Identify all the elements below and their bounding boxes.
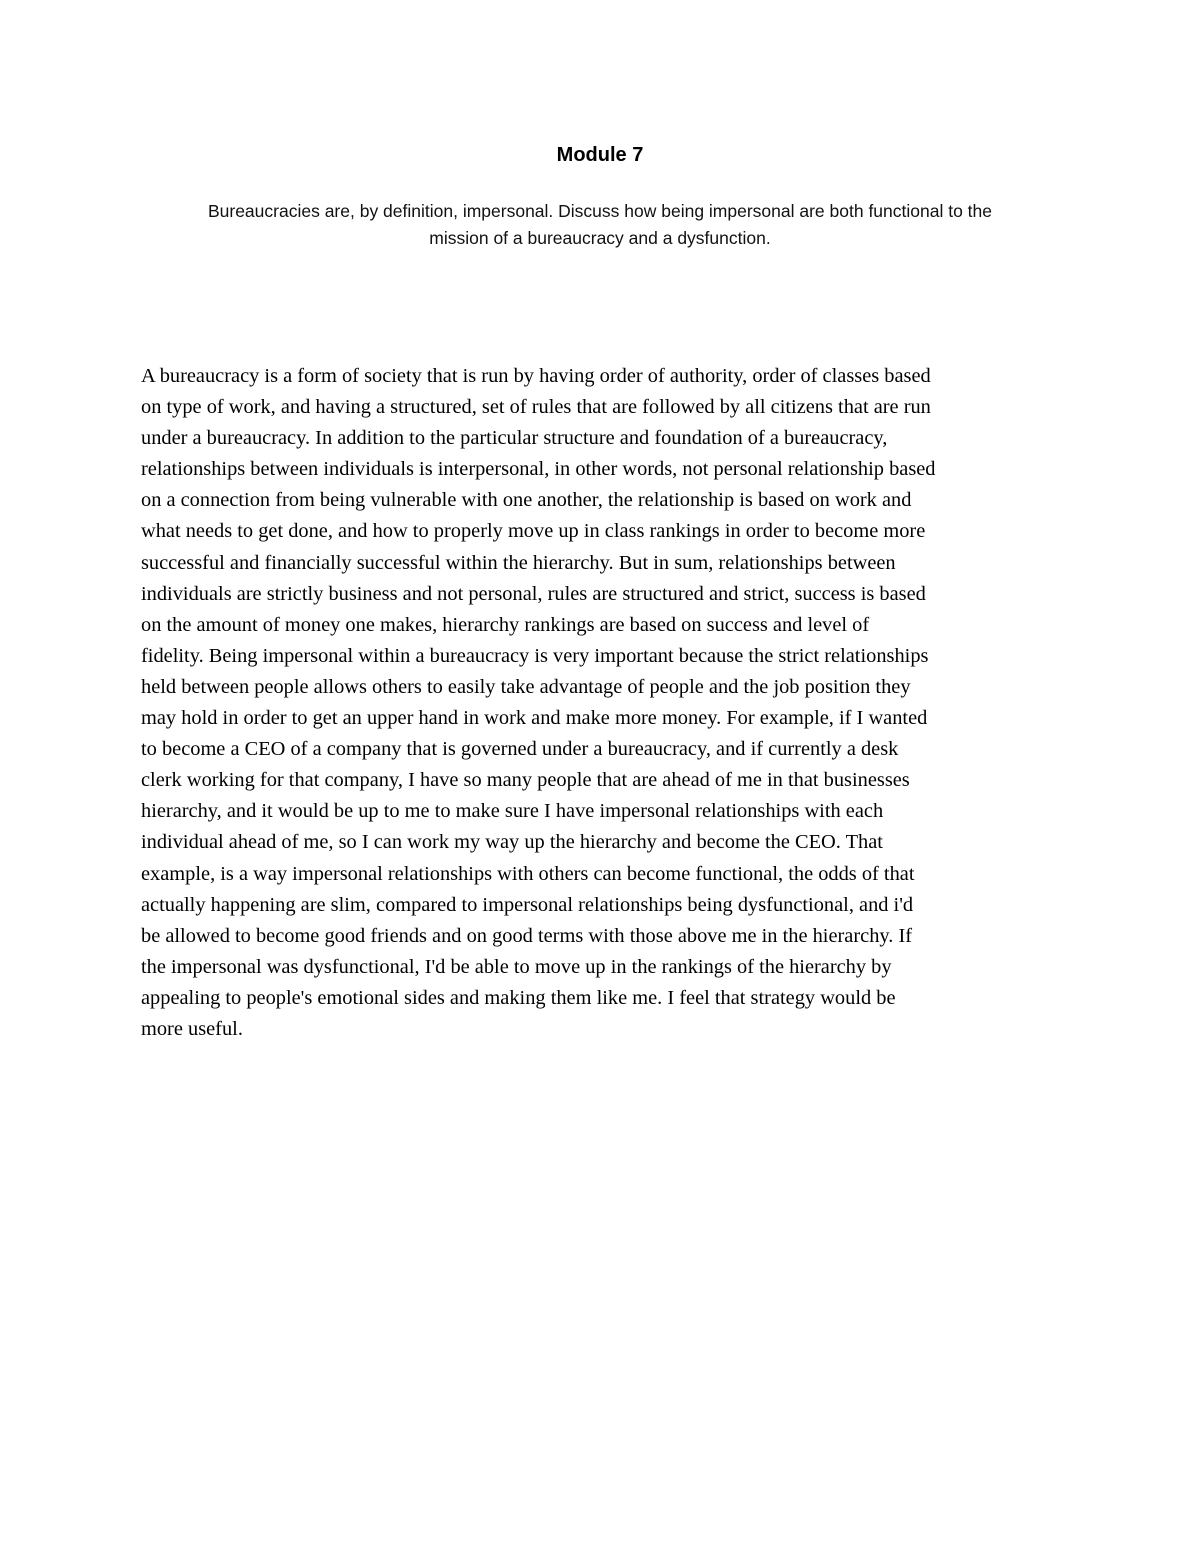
- prompt-line: Bureaucracies are, by definition, impersonal. Discuss how being impersonal are both functional to the: [207, 201, 993, 221]
- assignment-prompt: [150, 198, 1050, 252]
- essay-line: what needs to get done, and how to properly move up in class rankings in order to become more: [141, 520, 926, 543]
- essay-line: example, is a way impersonal relationships with others can become functional, the odds of that: [141, 862, 915, 885]
- essay-line: hierarchy, and it would be up to me to make sure I have impersonal relationships with each: [141, 800, 884, 823]
- essay-line: actually happening are slim, compared to impersonal relationships being dysfunctional, and i'd: [141, 893, 914, 916]
- essay-line: on a connection from being vulnerable with one another, the relationship is based on work and: [141, 489, 912, 512]
- document-title: Module 7: [556, 144, 644, 166]
- essay-line: held between people allows others to easily take advantage of people and the job position they: [141, 675, 911, 698]
- essay-line: on the amount of money one makes, hierarchy rankings are based on success and level of: [141, 613, 870, 636]
- essay-line: under a bureaucracy. In addition to the particular structure and foundation of a bureaucracy,: [141, 427, 888, 450]
- essay-body: [141, 361, 1066, 1045]
- essay-line: fidelity. Being impersonal within a bureaucracy is very important because the strict relationships: [141, 644, 929, 667]
- essay-line: be allowed to become good friends and on good terms with those above me in the hierarchy. If: [141, 924, 913, 947]
- essay-line: individuals are strictly business and not personal, rules are structured and strict, success is based: [141, 582, 926, 605]
- essay-line: individual ahead of me, so I can work my way up the hierarchy and become the CEO. That: [141, 831, 883, 854]
- essay-line: the impersonal was dysfunctional, I'd be able to move up in the rankings of the hierarchy by: [141, 955, 892, 978]
- essay-line: A bureaucracy is a form of society that is run by having order of authority, order of classes based: [141, 365, 931, 387]
- prompt-line: mission of a bureaucracy and a dysfunction.: [429, 228, 771, 248]
- essay-line: clerk working for that company, I have so many people that are ahead of me in that businesses: [141, 769, 910, 792]
- essay-line: on type of work, and having a structured, set of rules that are followed by all citizens that are run: [141, 396, 931, 419]
- essay-line: relationships between individuals is interpersonal, in other words, not personal relationship based: [141, 458, 936, 481]
- essay-line: may hold in order to get an upper hand in work and make more money. For example, if I wanted: [141, 707, 928, 730]
- essay-line: to become a CEO of a company that is governed under a bureaucracy, and if currently a desk: [141, 738, 899, 761]
- essay-line: more useful.: [141, 1017, 243, 1040]
- essay-line: successful and financially successful within the hierarchy. But in sum, relationships between: [141, 551, 896, 574]
- essay-line: appealing to people's emotional sides and making them like me. I feel that strategy would be: [141, 986, 896, 1009]
